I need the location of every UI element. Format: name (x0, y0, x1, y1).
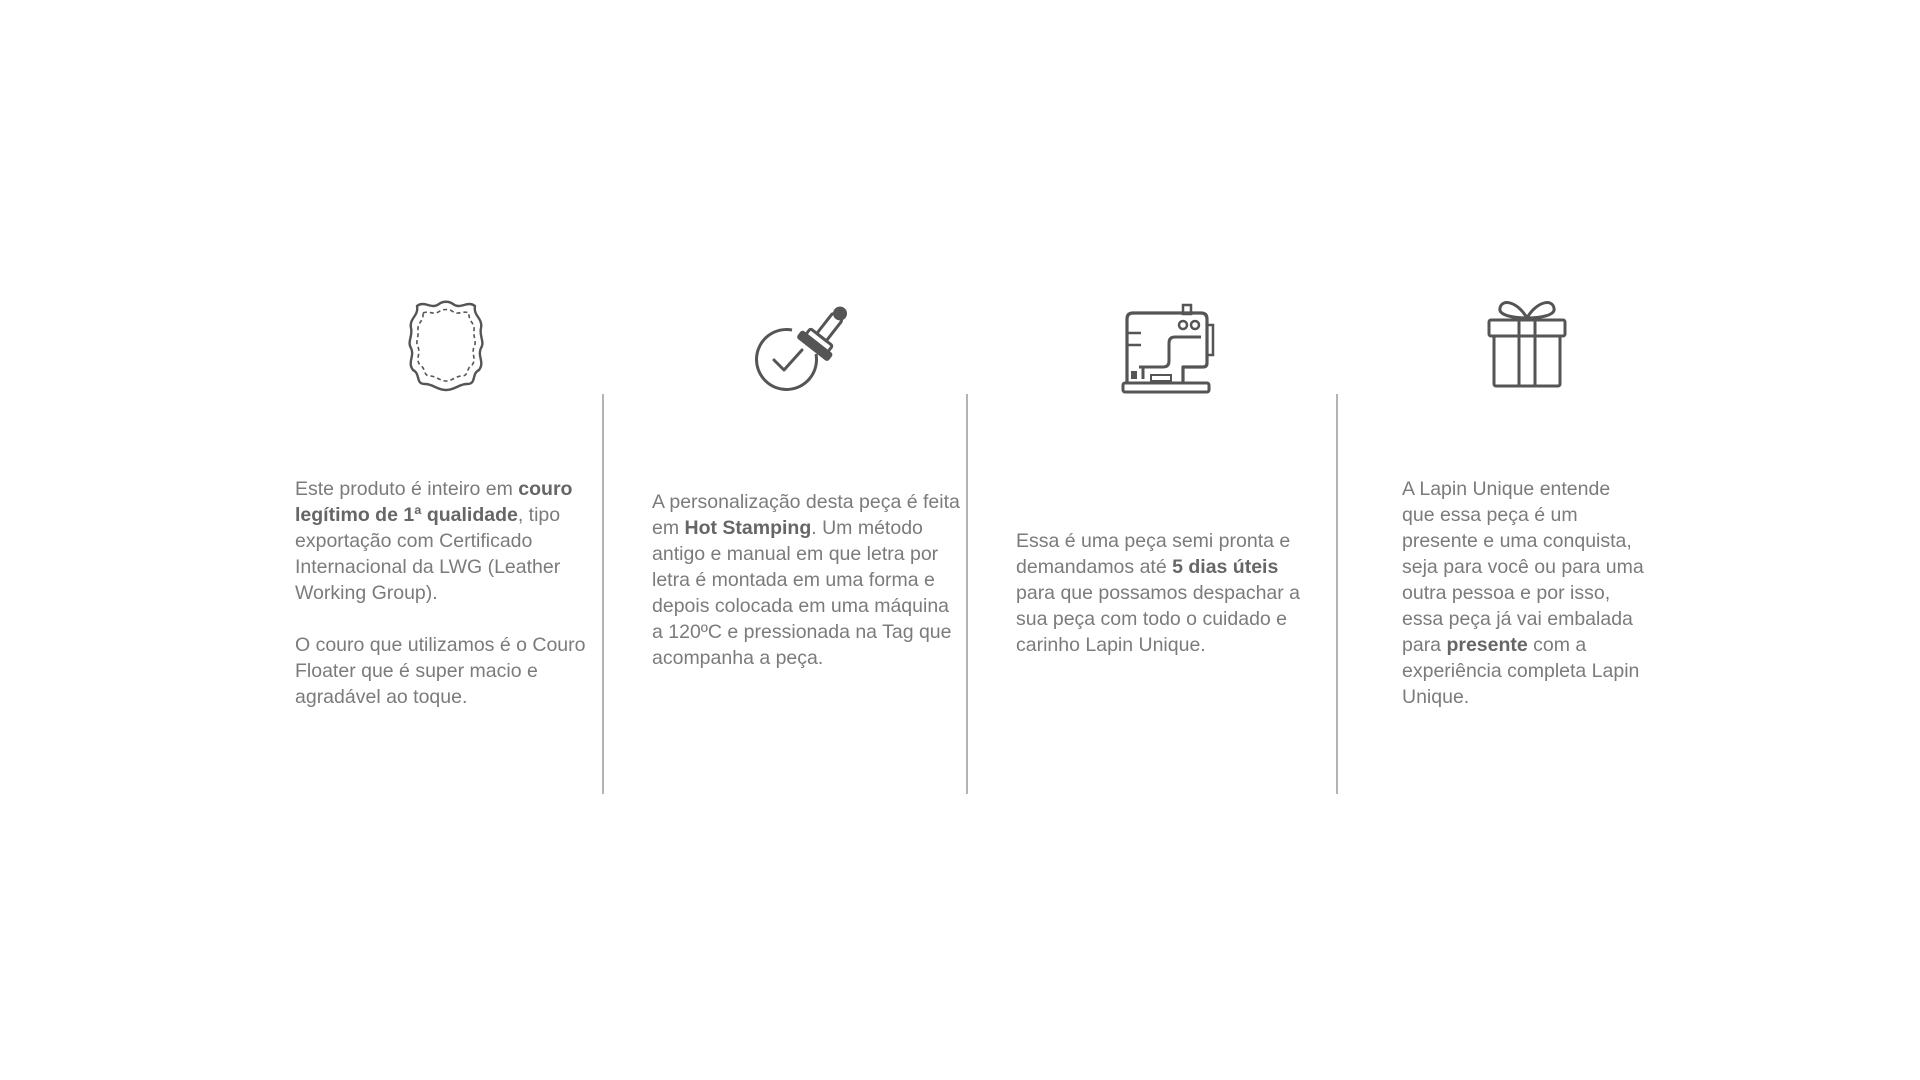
body-text: A Lapin Unique entende que essa peça é um presente e uma conquista, seja para você ou para uma outra pessoa e por isso, essa peça já vai embalada para (1402, 478, 1644, 656)
body-text: com a experiência completa Lapin Unique. (1402, 634, 1640, 708)
paragraph-gap (295, 606, 590, 632)
highlight-text: presente (1446, 634, 1528, 656)
feature-description-leather (295, 476, 590, 710)
feature-description-hot-stamping (652, 489, 960, 671)
feature-description-production-time (1016, 528, 1321, 658)
column-divider (1336, 394, 1338, 794)
feature-description-gift-packaging (1402, 476, 1647, 710)
leather-hide-icon (405, 296, 487, 392)
feature-paragraph (1402, 476, 1647, 710)
highlight-text: 5 dias úteis (1172, 556, 1279, 578)
column-divider (602, 394, 604, 794)
highlight-text: Hot Stamping (684, 517, 812, 539)
body-text: , tipo exportação com Certificado Internacional da LWG (Leather Working Group). (295, 504, 561, 604)
body-text: O couro que utilizamos é o Couro Floater que é super macio e agradável ao toque. (295, 634, 586, 708)
body-text: . Um método antigo e manual em que letra por letra é montada em uma forma e depois colocada em uma máquina a 120ºC e pressionada na Tag que acompanha a peça. (652, 517, 952, 669)
body-text: A personalização desta peça é feita em (652, 491, 960, 539)
sewing-machine-icon (1121, 303, 1215, 395)
column-divider (966, 394, 968, 794)
feature-paragraph (1016, 528, 1321, 658)
body-text: Essa é uma peça semi pronta e demandamos até (1016, 530, 1291, 578)
body-text: para que possamos despachar a sua peça com todo o cuidado e carinho Lapin Unique. (1016, 582, 1301, 656)
body-text: Este produto é inteiro em (295, 478, 519, 500)
feature-paragraph (295, 632, 590, 710)
stamp-check-icon (754, 294, 856, 396)
highlight-text: couro legítimo de 1ª qualidade (295, 478, 573, 526)
gift-box-icon (1486, 296, 1568, 390)
feature-paragraph (652, 489, 960, 671)
feature-paragraph (295, 476, 590, 606)
